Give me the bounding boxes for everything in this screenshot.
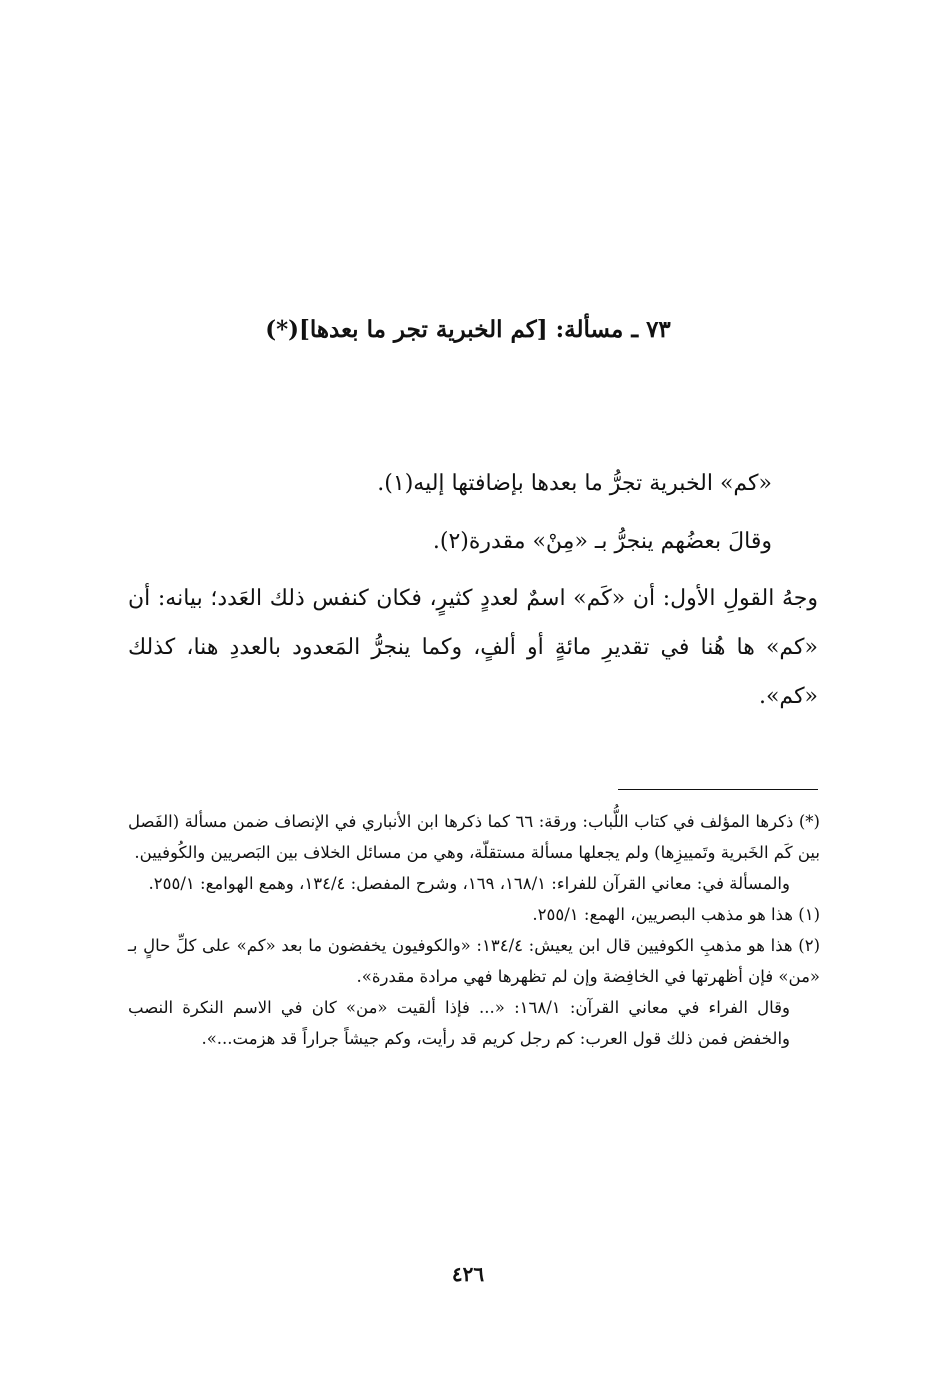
body-paragraph: وقالَ بعضُهم ينجرُّ بـ «مِنْ» مقدرة(٢). (432, 529, 772, 554)
footnote-star: (*) ذكرها المؤلف في كتاب اللُّباب: ورقة: ٦٦ كما ذكرها ابن الأنباري في الإنصاف ضمن مسألة (الفَصل بين كَم الخَبرية وتَمييزِها) ولم يجعلها مسألة مستقلّة، وهي من مسائل الخلاف بين البَصريين والكُوفيين. (128, 812, 820, 862)
footnote-1: (١) هذا هو مذهب البصريين، الهمع: ٢٥٥/١. (532, 905, 820, 924)
page-number: ٤٢٦ (451, 1262, 485, 1286)
body-paragraph-block (128, 574, 818, 721)
footnote-2: (٢) هذا هو مذهبِ الكوفيين قال ابن يعيش: ١٣٤/٤: «والكوفيون يخفضون ما بعد «كم» على كلِّ حالٍ بـ «من» فإن أظهرتها في الخافِضة وإن لم تظهرها فهي مرادة مقدرة». (128, 936, 821, 986)
body-line-1 (128, 459, 818, 508)
footnote-star-continuation: والمسألة في: معاني القرآن للفراء: ١٦٨/١، ١٦٩، وشرح المفصل: ١٣٤/٤، وهمع الهوامع: ٢٥٥/١. (148, 874, 790, 893)
footnotes (128, 806, 820, 1054)
section-heading: ٧٣ ـ مسألة: [كم الخبرية تجر ما بعدها](*) (265, 316, 671, 343)
body-paragraph: وجهُ القولِ الأول: أن «كَم» اسمٌ لعددٍ كثيرٍ، فكان كنفس ذلك العَدد؛ بيانه: أن «كم» ها هُنا في تقديرِ مائةٍ أو ألفٍ، وكما ينجرُّ المَعدود بالعددِ هنا، كذلك «كم». (128, 586, 818, 709)
footnote-separator (618, 789, 818, 790)
body-paragraph: «كم» الخبرية تجرُّ ما بعدها بإضافتها إليه(١). (377, 471, 772, 496)
footnote-2-continuation: وقال الفراء في معاني القرآن: ١٦٨/١: «... فإذا ألقيت «من» كان في الاسم النكرة النصب والخفض فمن ذلك قول العرب: كم رجل كريم قد رأيت، وكم جيشاً جراراً قد هزمت...». (128, 998, 790, 1048)
body-line-2 (128, 517, 818, 566)
